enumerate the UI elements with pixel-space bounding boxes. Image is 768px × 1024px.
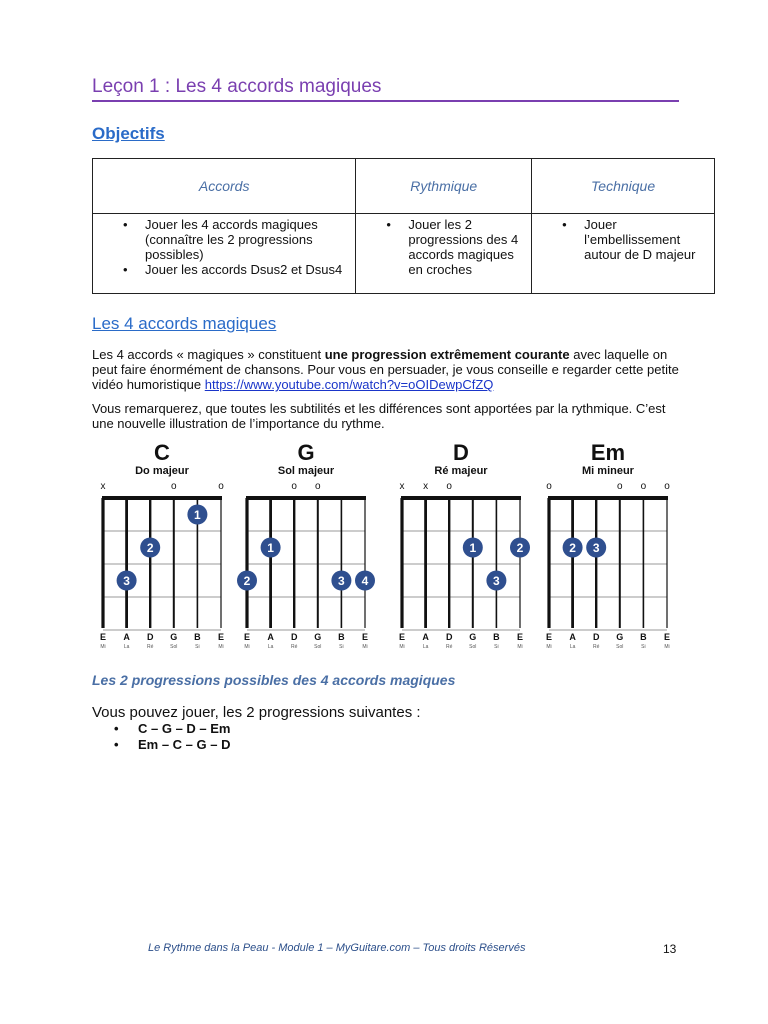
string-note: Ré — [290, 644, 298, 650]
string-name: B — [338, 632, 345, 642]
intro-text-start: Les 4 accords « magiques » constituent — [92, 347, 325, 362]
string-name: G — [170, 632, 178, 642]
progression-item: • Em – C – G – D — [92, 737, 230, 753]
progressions-list — [92, 721, 230, 753]
string-name: G — [314, 632, 322, 642]
open-string-marker: o — [664, 481, 670, 492]
muted-string-marker: x — [399, 481, 405, 492]
chord-name: Em — [590, 440, 626, 465]
finger-number: 3 — [592, 541, 600, 555]
open-string-marker: o — [218, 481, 224, 492]
objective-item: • Jouer les 4 accords magiques (connaître les 2 progressions possibles) — [145, 217, 351, 262]
column-header-accords: Accords — [93, 159, 356, 214]
string-name: E — [99, 632, 107, 642]
string-name: B — [640, 632, 647, 642]
lesson-title: Leçon 1 : Les 4 accords magiques — [92, 76, 382, 97]
finger-number: 3 — [493, 574, 500, 588]
objectives-table — [92, 158, 715, 294]
finger-number: 1 — [267, 541, 274, 555]
finger-number: 2 — [569, 541, 576, 555]
intro-text-bold: une progression extrêmement courante — [324, 347, 570, 362]
title-divider — [92, 100, 679, 102]
rythmique-cell — [356, 214, 532, 294]
string-note: Mi — [218, 644, 224, 650]
string-name: B — [194, 632, 201, 642]
muted-string-marker: x — [423, 481, 429, 492]
string-name: G — [469, 632, 477, 642]
string-note: Ré — [146, 644, 154, 650]
string-note: La — [123, 644, 130, 650]
accords-cell — [93, 214, 356, 294]
chord-subtitle: Sol majeur — [277, 465, 335, 477]
footer-text: Le Rythme dans la Peau - Module 1 – MyGuitare.com – Tous droits Réservés — [148, 942, 526, 954]
string-note: Mi — [517, 644, 523, 650]
string-note: La — [267, 644, 274, 650]
nut — [401, 496, 521, 500]
page-number: 13 — [663, 942, 677, 956]
string-note: Sol — [616, 644, 624, 650]
string-note: Sol — [170, 644, 178, 650]
column-header-technique: Technique — [532, 159, 715, 214]
string-note: Si — [494, 644, 499, 650]
objective-item: • Jouer les 2 progressions des 4 accords magiques en croches — [408, 217, 527, 277]
open-string-marker: o — [617, 481, 623, 492]
chord-name: G — [297, 440, 315, 465]
technique-cell — [532, 214, 715, 294]
open-string-marker: o — [446, 481, 452, 492]
string-name: E — [243, 632, 251, 642]
chord-name: C — [154, 440, 170, 465]
chord-subtitle: Do majeur — [135, 465, 189, 477]
string-name: B — [493, 632, 500, 642]
string-name: D — [290, 632, 298, 642]
string-name: G — [616, 632, 624, 642]
string-name: E — [217, 632, 225, 642]
intro-text-end: avec laquelle on peut faire énormément de chansons. Pour vous en persuader, je vous conseille e regarder cette petite vidéo humoristique — [92, 347, 679, 392]
finger-number: 2 — [243, 574, 251, 588]
finger-number: 2 — [146, 541, 154, 555]
string-note: Sol — [314, 644, 322, 650]
string-name: A — [569, 632, 576, 642]
column-header-rythmique: Rythmique — [356, 159, 532, 214]
string-name: E — [663, 632, 671, 642]
string-note: Si — [641, 644, 646, 650]
string-note: Ré — [445, 644, 453, 650]
string-name: E — [361, 632, 369, 642]
open-string-marker: o — [315, 481, 321, 492]
string-note: La — [422, 644, 429, 650]
open-string-marker: o — [291, 481, 297, 492]
string-name: E — [398, 632, 406, 642]
string-note: Mi — [244, 644, 250, 650]
string-note: Si — [195, 644, 200, 650]
nut — [246, 496, 366, 500]
chord-subtitle: Ré majeur — [434, 465, 488, 477]
string-note: Ré — [592, 644, 600, 650]
string-note: Mi — [100, 644, 106, 650]
muted-string-marker: x — [100, 481, 106, 492]
finger-number: 3 — [338, 574, 345, 588]
objective-item: • Jouer les accords Dsus2 et Dsus4 — [145, 262, 351, 277]
chord-subtitle: Mi mineur — [582, 465, 634, 477]
finger-number: 1 — [469, 541, 477, 555]
string-note: La — [569, 644, 576, 650]
rhythm-paragraph: Vous remarquerez, que toutes les subtilités et les différences sont apportées par la rythmique. C’est une nouvelle illustration de l’importance du rythme. — [92, 401, 666, 431]
string-note: Mi — [546, 644, 552, 650]
string-name: A — [422, 632, 429, 642]
nut — [102, 496, 222, 500]
finger-number: 4 — [361, 574, 369, 588]
progressions-heading: Les 2 progressions possibles des 4 accords magiques — [92, 672, 456, 688]
chord-name: D — [453, 440, 469, 465]
string-note: Si — [339, 644, 344, 650]
objective-item: • Jouer l’embellissement autour de D majeur — [584, 217, 710, 262]
open-string-marker: o — [546, 481, 552, 492]
string-name: D — [445, 632, 453, 642]
progressions-intro: Vous pouvez jouer, les 2 progressions suivantes : — [92, 704, 421, 721]
string-name: E — [516, 632, 524, 642]
string-name: A — [267, 632, 274, 642]
nut — [548, 496, 668, 500]
intro-paragraph — [92, 347, 682, 392]
string-note: Mi — [664, 644, 670, 650]
open-string-marker: o — [171, 481, 177, 492]
string-name: D — [592, 632, 600, 642]
string-note: Mi — [399, 644, 405, 650]
open-string-marker: o — [640, 481, 647, 492]
finger-number: 3 — [123, 574, 130, 588]
objectives-heading: Objectifs — [92, 124, 165, 143]
finger-number: 1 — [194, 508, 201, 522]
progression-item: • C – G – D – Em — [92, 721, 230, 737]
video-link[interactable]: https://www.youtube.com/watch?v=oOIDewpCfZQ — [204, 377, 494, 392]
string-note: Mi — [362, 644, 368, 650]
finger-number: 2 — [516, 541, 524, 555]
string-name: D — [146, 632, 154, 642]
magic-chords-heading: Les 4 accords magiques — [92, 314, 277, 333]
string-name: A — [123, 632, 130, 642]
string-note: Sol — [469, 644, 477, 650]
chord-diagrams — [0, 436, 768, 656]
string-name: E — [545, 632, 553, 642]
